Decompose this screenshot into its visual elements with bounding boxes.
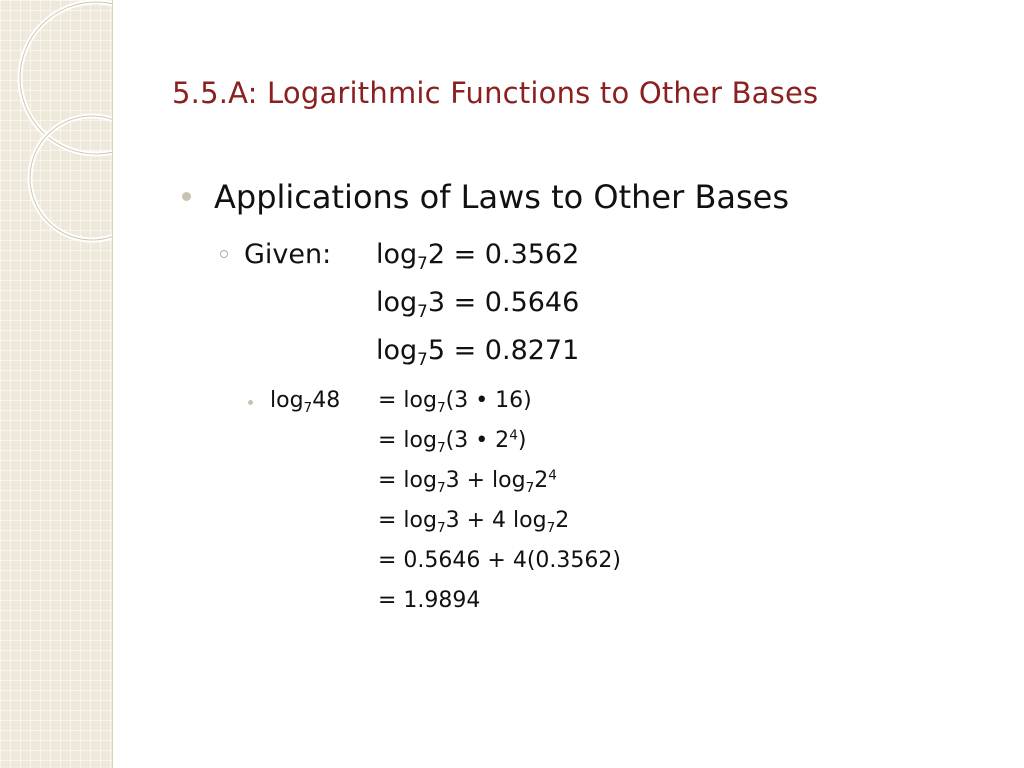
given-equation: $\log_73 = 0.5646$ [376,287,580,321]
bullet-dot-icon [182,192,191,201]
calculation-step: = $\log_73 + \log_72^4$ [378,467,557,496]
main-bullet-text: Applications of Laws to Other Bases [214,178,790,216]
calculation-step: = 0.5646 + 4(0.3562) [378,548,621,573]
given-equation: $\log_75 = 0.8271$ [376,335,580,369]
bullet-ring-icon [220,250,228,258]
slide-title: 5.5.A: Logarithmic Functions to Other Bases [172,76,819,110]
calculation-step: = $\log_7(3$ • $2^4$) [378,427,527,456]
bullet-small-dot-icon [248,400,253,405]
calculation-step: = 1.9894 [378,588,481,613]
given-equation: $\log_72 = 0.3562$ [376,239,580,273]
decorative-side-panel [0,0,113,768]
given-label: Given: [244,239,332,270]
decorative-circles [0,0,112,768]
calculation-step: = $\log_7(3$ • 16) [378,388,532,416]
calculation-step: = $\log_73 + 4$ $\log_72$ [378,508,570,536]
calculation-label: $\log_748$ [270,388,341,416]
